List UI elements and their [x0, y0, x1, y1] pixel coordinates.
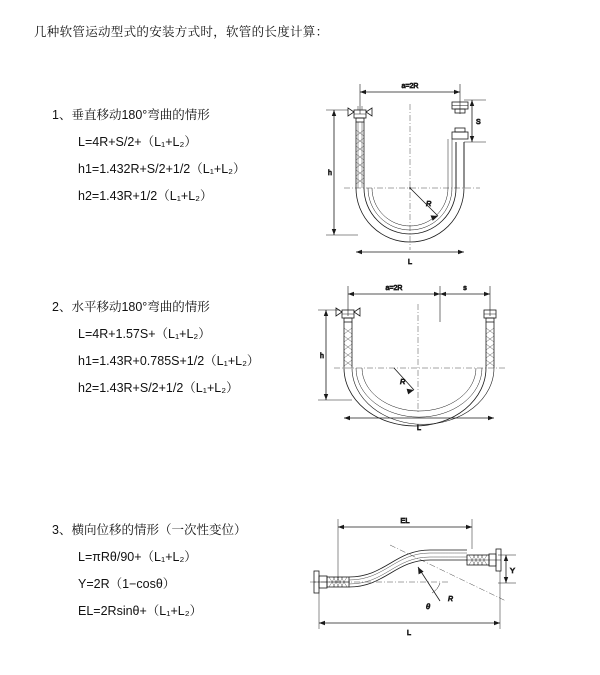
svg-text:L: L	[407, 257, 413, 266]
page-title: 几种软管运动型式的安装方式时，软管的长度计算：	[34, 25, 329, 39]
section-1-formula-1: L=4R+S/2+（L₁+L₂）	[78, 135, 197, 149]
svg-text:s: s	[463, 285, 467, 292]
lateral-offset-diagram	[290, 505, 530, 650]
section-3-text	[52, 520, 312, 628]
section-3-heading: 3、横向位移的情形（一次性变位）	[52, 523, 247, 537]
section-2-formula-3: h2=1.43R+S/2+1/2（L₁+L₂）	[78, 381, 239, 395]
section-2-formula-2: h1=1.43R+0.785S+1/2（L₁+L₂）	[78, 354, 260, 368]
horizontal-180-bend-diagram	[300, 272, 530, 442]
section-3-formula-3: EL=2Rsinθ+（L₁+L₂）	[78, 604, 203, 618]
svg-text:a=2R: a=2R	[385, 285, 403, 292]
section-3-formula-2: Y=2R（1−cosθ）	[78, 577, 176, 591]
svg-text:L: L	[406, 628, 412, 637]
section-1-formula-2: h1=1.432R+S/2+1/2（L₁+L₂）	[78, 162, 246, 176]
svg-text:θ: θ	[426, 602, 431, 611]
svg-text:R: R	[400, 377, 406, 386]
section-2-heading: 2、水平移动180°弯曲的情形	[52, 300, 210, 314]
svg-text:Y: Y	[510, 566, 516, 575]
svg-text:R: R	[448, 596, 454, 603]
section-1-text	[52, 105, 312, 213]
section-1-formula-3: h2=1.43R+1/2（L₁+L₂）	[78, 189, 213, 203]
svg-text:S: S	[476, 119, 481, 126]
svg-text:R: R	[426, 199, 432, 208]
svg-text:a=2R: a=2R	[401, 83, 419, 90]
svg-text:h: h	[328, 170, 332, 177]
svg-text:EL: EL	[400, 516, 410, 525]
svg-text:h: h	[320, 353, 324, 360]
section-1-heading: 1、垂直移动180°弯曲的情形	[52, 108, 210, 122]
vertical-180-bend-diagram	[300, 70, 530, 280]
section-2-text	[52, 297, 312, 405]
section-2-formula-1: L=4R+1.57S+（L₁+L₂）	[78, 327, 211, 341]
svg-text:L: L	[416, 423, 422, 432]
section-3-formula-1: L=πRθ/90+（L₁+L₂）	[78, 550, 197, 564]
